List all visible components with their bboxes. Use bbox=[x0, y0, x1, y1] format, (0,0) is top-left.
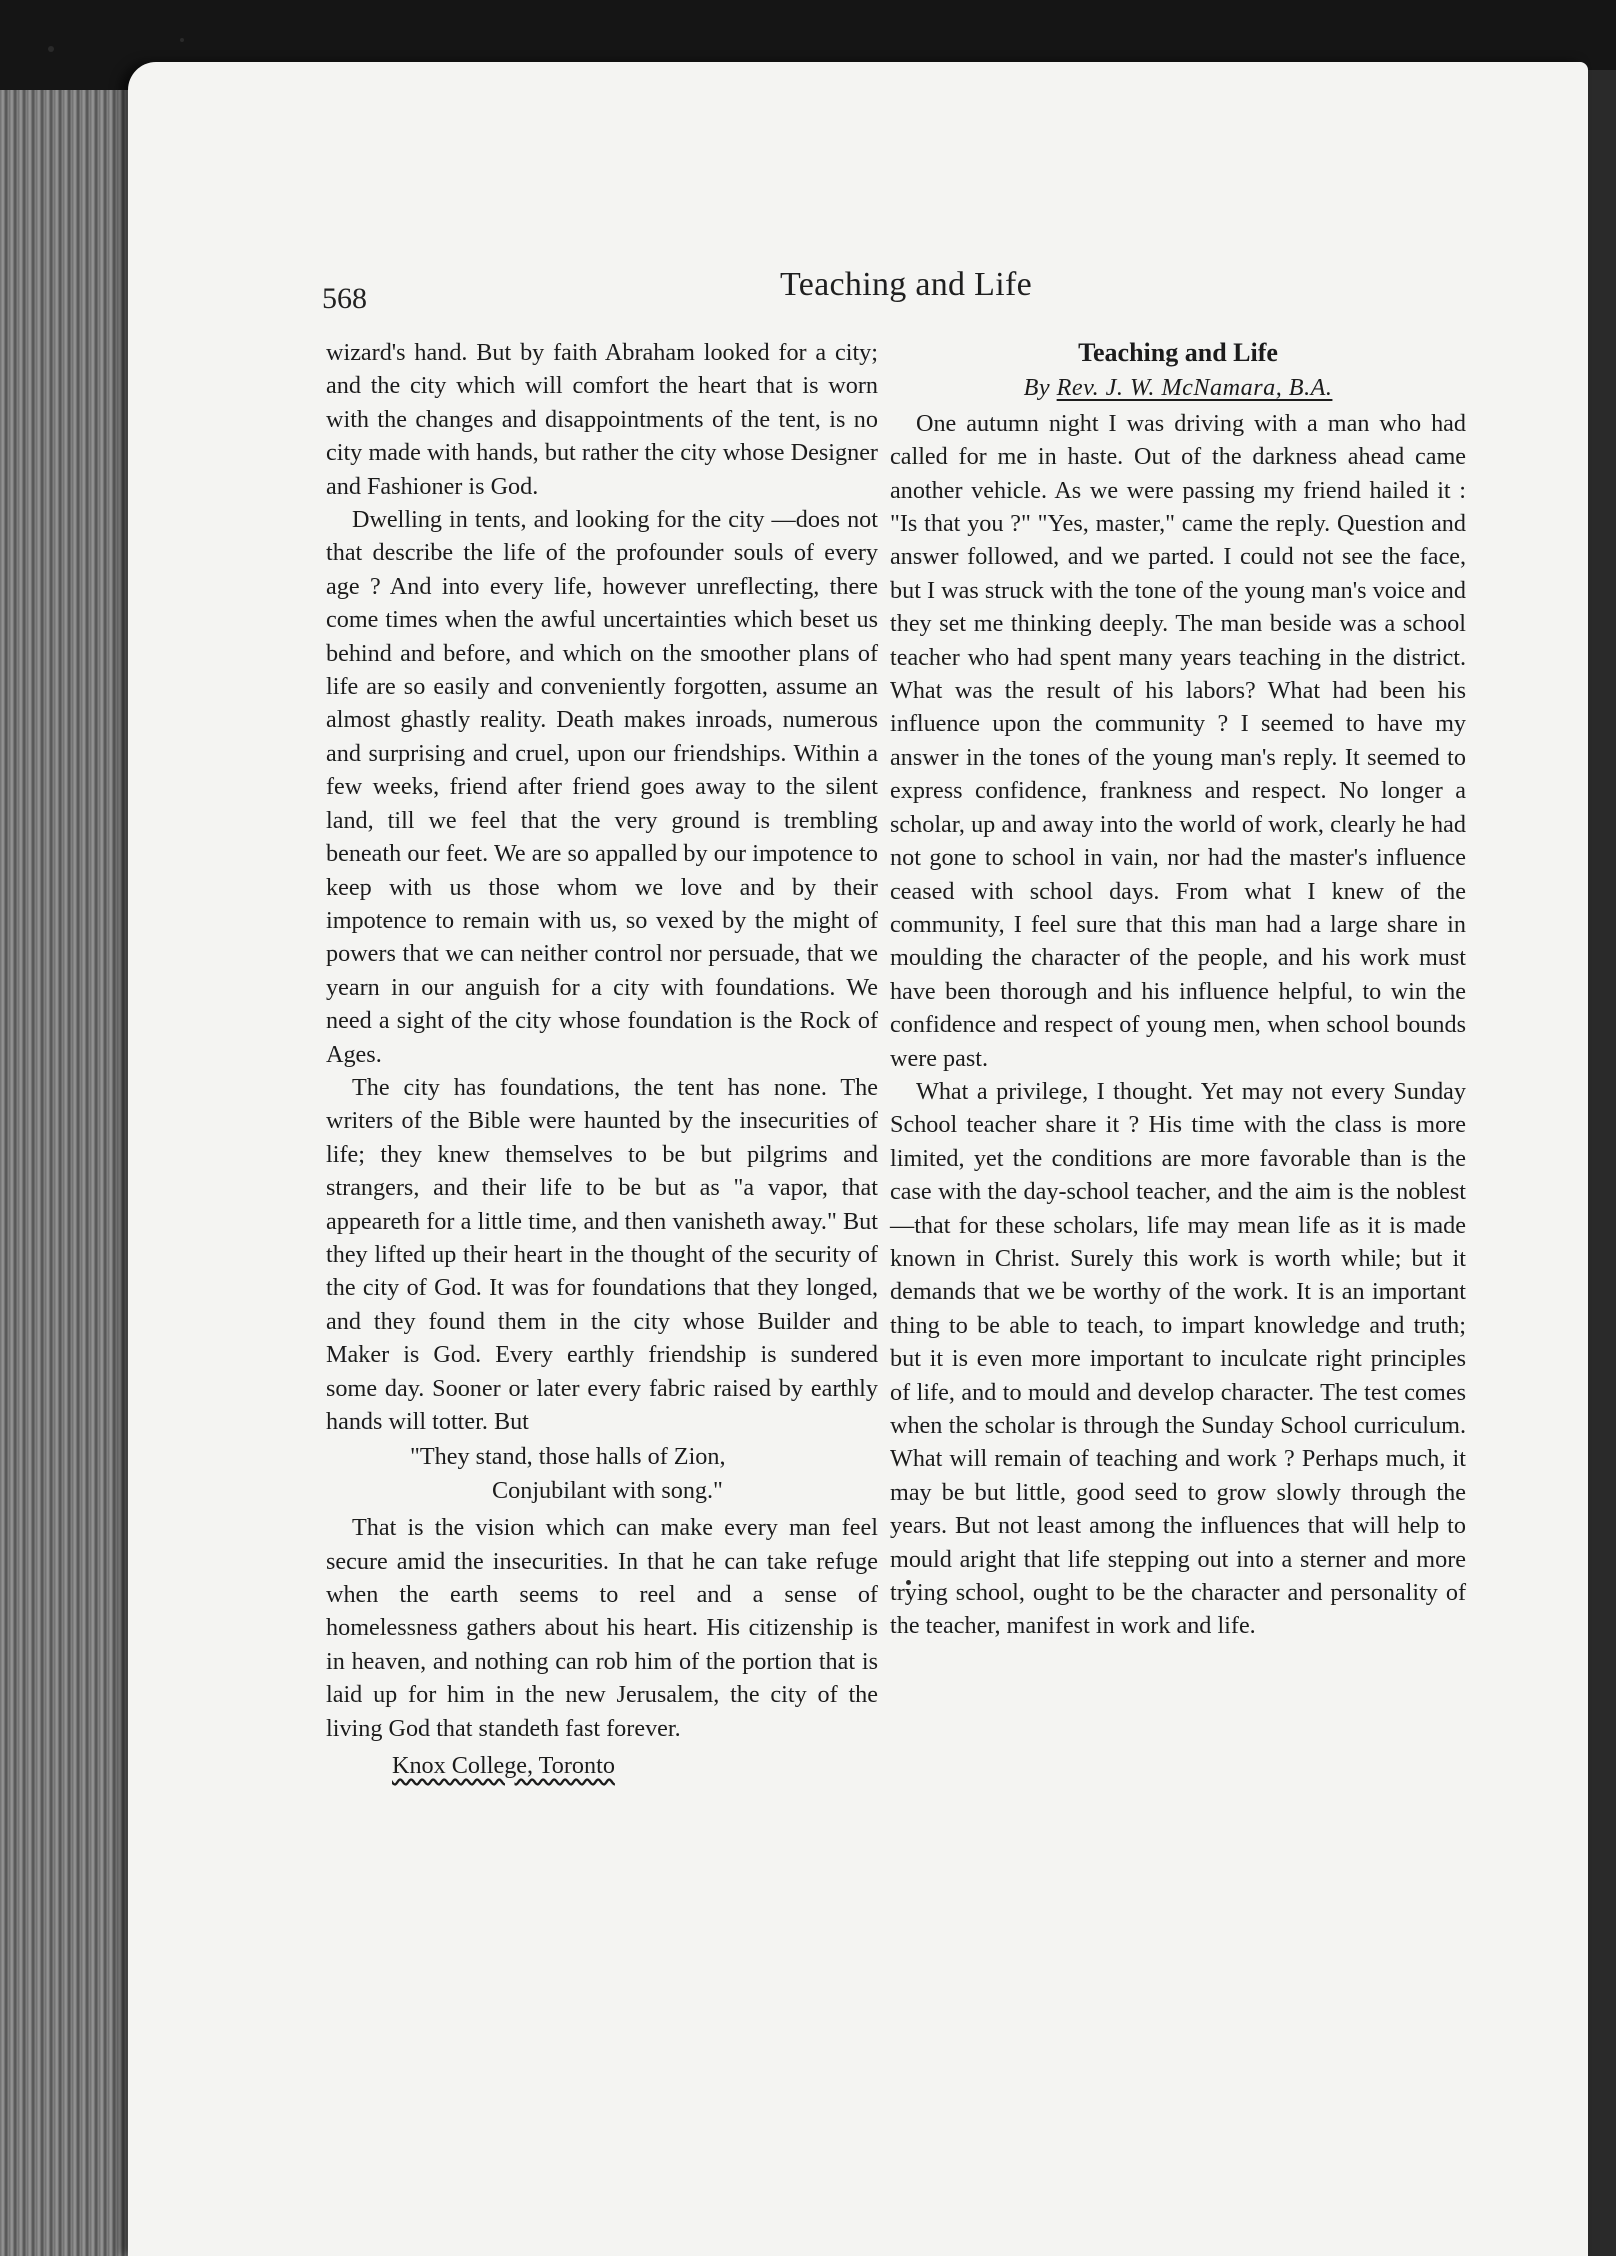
book-page-edges bbox=[0, 90, 132, 2256]
left-paragraph-2: Dwelling in tents, and looking for the city —does not that describe the life of the profounder souls of every age ? And into every life, however unreflecting, there come times when the awful uncertainties which beset us behind and before, and which on the smoother plans of life are so easily and conveniently forgotten, assume an almost ghastly reality. Death makes inroads, numerous and surprising and cruel, upon our friendships. Within a few weeks, friend after friend goes away to the silent land, till we feel that the very ground is trembling beneath our feet. We are so appalled by our impotence to keep with us those whom we love and by their impotence to remain with us, so vexed by the might of powers that we can neither control nor persuade, that we yearn in our anguish for a city with foundations. We need a sight of the city whose foundation is the Rock of Ages. bbox=[326, 506, 878, 1068]
left-paragraph-1: wizard's hand. But by faith Abraham looked for a city; and the city which will comfort the heart that is worn with the changes and disappointments of the tent, is no city made with hands, but rather the city whose Designer and Fashioner is God. bbox=[326, 339, 878, 500]
hymn-line-1: "They stand, those halls of Zion, bbox=[410, 1443, 726, 1471]
left-paragraph-3: The city has foundations, the tent has none. The writers of the Bible were haunted by the insecurities of life; they knew themselves to be but pilgrims and strangers, and their life to be but as "a vapor, that appeareth for a little time, and then vanisheth away." But they lifted up their heart in the thought of the security of the city of God. It was for foundations that they longed, and they found them in the city whose Builder and Maker is God. Every earthly friendship is sundered some day. Sooner or later every fabric raised by earthly hands will totter. But bbox=[326, 1073, 878, 1435]
dust-speck bbox=[48, 46, 54, 52]
hymn-line-2: Conjubilant with song." bbox=[492, 1476, 723, 1504]
page-number: 568 bbox=[322, 282, 367, 315]
running-head: Teaching and Life bbox=[780, 266, 1032, 303]
article-byline bbox=[890, 371, 1466, 404]
dust-speck bbox=[180, 38, 184, 42]
article-title: Teaching and Life bbox=[1078, 338, 1278, 367]
right-column bbox=[890, 336, 1466, 1643]
right-paragraph-2: What a privilege, I thought. Yet may not every Sunday School teacher share it ? His time with the class is more limited, yet the conditions are more favorable than is the case with the day-school teacher, and the aim is the noblest—that for these scholars, life may mean life as it is made known in Christ. Surely this work is worth while; but it demands that we be worthy of the work. It is an important thing to be able to teach, to impart knowledge and truth; but it is even more important to inculcate right principles of life, and to mould and develop character. The test comes when the scholar is through the Sunday School curriculum. What will remain of teaching and work ? Perhaps much, it may be but little, good seed to grow slowly through the years. But not least among the influences that will help to mould aright that life stepping out into a sterner and more trying school, ought to be the character and personality of the teacher, manifest in work and life. bbox=[890, 1077, 1466, 1640]
author-signature: Knox College, Toronto bbox=[392, 1752, 615, 1780]
left-paragraph-4: That is the vision which can make every man feel secure amid the insecurities. In that he can take refuge when the earth seems to reel and a sense of homelessness gathers about his heart. His citizenship is in heaven, and nothing can rob him of the portion that is laid up for him in the new Jerusalem, the city of the living God that standeth fast forever. bbox=[326, 1514, 878, 1742]
byline-prefix: By bbox=[1023, 374, 1057, 402]
hymn-quotation bbox=[326, 1440, 878, 1507]
byline-author: Rev. J. W. McNamara, B.A. bbox=[1056, 374, 1333, 402]
left-column bbox=[326, 336, 878, 1782]
right-paragraph-1: One autumn night I was driving with a man who had called for me in haste. Out of the darkness ahead came another vehicle. As we were passing my friend hailed it : "Is that you ?" "Yes, master," came the reply. Question and answer followed, and we parted. I could not see the face, but I was struck with the tone of the young man's voice and they set me thinking deeply. The man beside was a school teacher who had spent many years teaching in the district. What was the result of his labors? What had been his influence upon the community ? I seemed to have my answer in the tones of the young man's reply. It seemed to express confidence, frankness and respect. No longer a scholar, up and away into the world of work, clearly he had not gone to school in vain, nor had the master's influence ceased with school days. From what I knew of the community, I feel sure that this man had a large share in moulding the character of the people, and his work must have been thorough and his influence helpful, to win the confidence and respect of young men, when school bounds were past. bbox=[890, 409, 1466, 1072]
